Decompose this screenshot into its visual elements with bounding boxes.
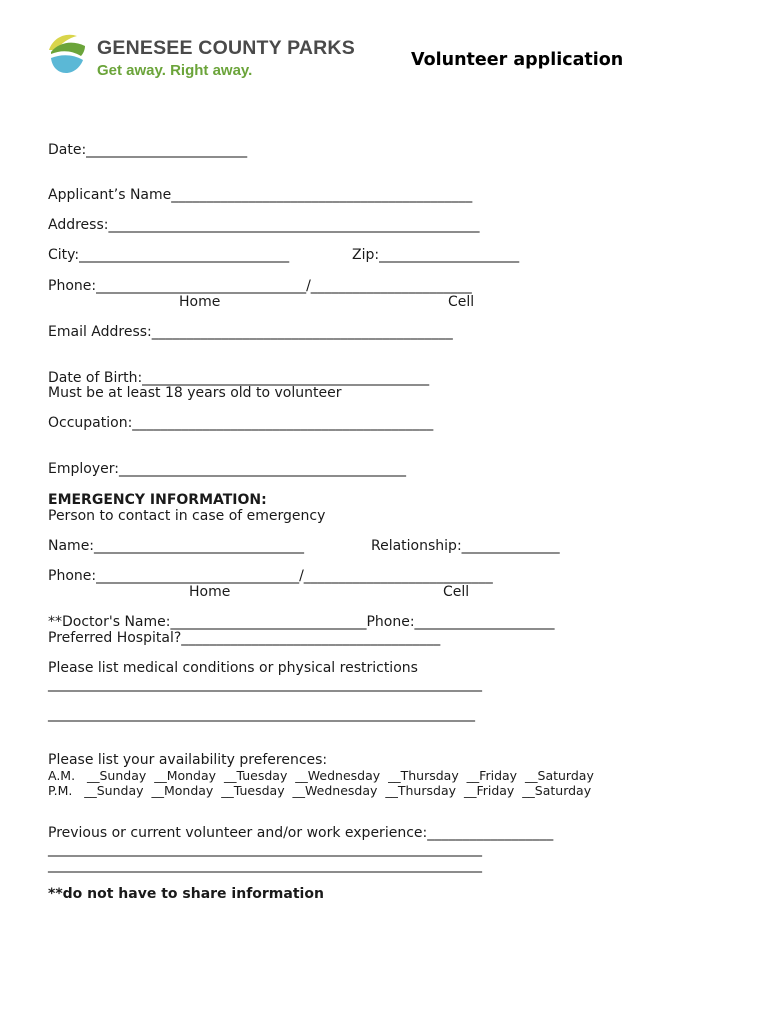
emergency-name-field[interactable]: Name:______________________________ — [48, 538, 305, 554]
experience-line-2[interactable]: ______________________________________________________________ — [48, 857, 482, 873]
emergency-phone-home-label: Home — [189, 584, 231, 600]
phone-field[interactable]: Phone:______________________________/_______________________ — [48, 278, 472, 294]
emergency-heading: EMERGENCY INFORMATION: — [48, 492, 267, 508]
experience-prompt[interactable]: Previous or current volunteer and/or work experience:__________________ — [48, 825, 554, 841]
hospital-field[interactable]: Preferred Hospital?_____________________________________ — [48, 630, 441, 646]
availability-am-row[interactable]: A.M. __Sunday __Monday __Tuesday __Wednesday __Thursday __Friday __Saturday — [48, 768, 594, 783]
date-field[interactable]: Date:_______________________ — [48, 142, 248, 158]
dob-field[interactable]: Date of Birth:_________________________________________ — [48, 370, 430, 386]
page-title: Volunteer application — [411, 50, 624, 70]
medical-line-1[interactable]: ______________________________________________________________ — [48, 676, 482, 692]
experience-line-1[interactable]: ______________________________________________________________ — [48, 841, 482, 857]
medical-line-2[interactable]: _____________________________________________________________ — [48, 706, 475, 722]
occupation-field[interactable]: Occupation:___________________________________________ — [48, 415, 434, 431]
doctor-field[interactable]: **Doctor's Name:____________________________Phone:____________________ — [48, 614, 555, 630]
phone-home-label: Home — [179, 294, 221, 310]
employer-field[interactable]: Employer:_________________________________________ — [48, 461, 406, 477]
org-name: GENESEE COUNTY PARKS — [97, 37, 355, 59]
age-note: Must be at least 18 years old to volunteer — [48, 385, 342, 401]
zip-field[interactable]: Zip:____________________ — [352, 247, 520, 263]
relationship-field[interactable]: Relationship:______________ — [371, 538, 560, 554]
emergency-phone-cell-label: Cell — [443, 584, 470, 600]
phone-cell-label: Cell — [448, 294, 475, 310]
availability-pm-row[interactable]: P.M. __Sunday __Monday __Tuesday __Wednesday __Thursday __Friday __Saturday — [48, 783, 592, 798]
applicant-name-field[interactable]: Applicant’s Name___________________________________________ — [48, 187, 473, 203]
footer-note: **do not have to share information — [48, 886, 324, 902]
tagline: Get away. Right away. — [97, 62, 253, 79]
emergency-subheading: Person to contact in case of emergency — [48, 508, 326, 524]
address-field[interactable]: Address:_____________________________________________________ — [48, 217, 480, 233]
genesee-parks-logo-icon — [47, 32, 87, 74]
medical-prompt: Please list medical conditions or physical restrictions — [48, 660, 418, 676]
city-field[interactable]: City:______________________________ — [48, 247, 290, 263]
emergency-phone-field[interactable]: Phone:_____________________________/___________________________ — [48, 568, 493, 584]
availability-prompt: Please list your availability preferences: — [48, 752, 328, 768]
email-field[interactable]: Email Address:___________________________________________ — [48, 324, 453, 340]
